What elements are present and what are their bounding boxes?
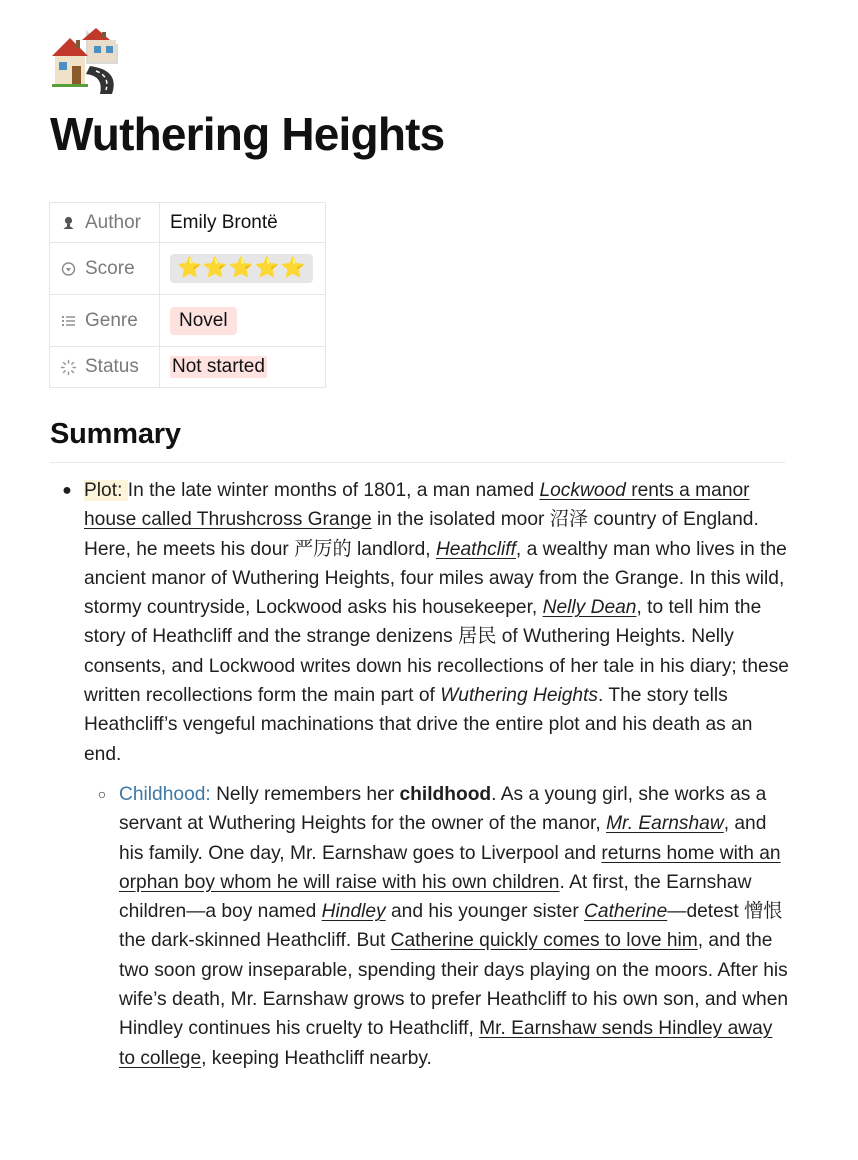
catherine-link[interactable]: Catherine <box>584 901 668 923</box>
childhood-text: , keeping Heathcliff nearby. <box>201 1047 432 1069</box>
childhood-bold: childhood <box>399 783 492 805</box>
property-row-score <box>50 243 326 295</box>
childhood-label: Childhood: <box>119 783 217 805</box>
plot-text: . The story tells Heathcliff’s vengeful machinations that drive the entire plot and his death as an end. <box>84 685 753 765</box>
page-title: Wuthering Heights <box>50 108 445 160</box>
property-label: Author <box>85 211 141 233</box>
property-row-status <box>50 347 326 388</box>
hindley-link[interactable]: Hindley <box>321 901 386 923</box>
property-label: Status <box>85 356 139 377</box>
list-icon <box>60 312 77 329</box>
nelly-dean-link[interactable]: Nelly Dean <box>542 597 637 619</box>
hollow-bullet-icon: ○ <box>97 785 107 802</box>
plot-text: In the late winter months of 1801, a man named <box>127 480 540 501</box>
plot-text: in the isolated moor 沼泽 country of England. Here, he meets his dour 严厉的 landlord, <box>84 509 759 560</box>
status-loader-icon <box>60 359 77 376</box>
property-value-author[interactable] <box>160 203 326 243</box>
property-row-author <box>50 203 326 243</box>
property-key[interactable] <box>50 295 160 347</box>
score-stars: ⭐⭐⭐⭐⭐ <box>170 254 313 283</box>
orphan-boy-link[interactable]: returns home with an orphan boy whom he will raise with his own children <box>119 842 781 893</box>
property-value-genre[interactable] <box>160 295 326 347</box>
childhood-text: , and his family. One day, Mr. Earnshaw goes to Liverpool and <box>119 813 767 864</box>
house-with-garden-icon[interactable] <box>50 26 120 94</box>
property-label: Score <box>85 257 135 279</box>
mr-earnshaw-link[interactable]: Mr. Earnshaw <box>606 813 724 835</box>
summary-heading: Summary <box>50 418 181 450</box>
heathcliff-link[interactable]: Heathcliff <box>435 538 516 560</box>
college-link[interactable]: Mr. Earnshaw sends Hindley away to college <box>119 1018 773 1069</box>
plot-text: , a wealthy man who lives in the ancient manor of Wuthering Heights, four miles away from the Grange. In this wild, stormy countryside, Lockwood asks his housekeeper, <box>84 538 787 619</box>
property-key[interactable] <box>50 347 160 388</box>
properties-table <box>49 202 326 388</box>
property-value-status[interactable] <box>160 347 326 388</box>
childhood-text: —detest 憎恨 the dark-skinned Heathcliff. But <box>119 901 783 952</box>
summary-body <box>60 476 790 1073</box>
list-item-plot <box>60 476 790 769</box>
lockwood-rent-text: rents a manor house called Thrushcross Grange <box>84 480 750 531</box>
plot-label: Plot: <box>84 480 128 501</box>
property-key[interactable] <box>50 203 160 243</box>
list-item-childhood <box>95 780 790 1073</box>
catherine-love-link[interactable]: Catherine quickly comes to love him <box>390 930 698 952</box>
score-circle-icon <box>60 260 77 277</box>
childhood-text: Nelly remembers her <box>216 783 400 805</box>
property-label: Genre <box>85 309 138 331</box>
childhood-text: . At first, the Earnshaw children—a boy named <box>119 871 752 923</box>
person-icon <box>60 214 77 231</box>
childhood-text: , and the two soon grow inseparable, spending their days playing on the moors. After his wife’s death, Mr. Earnshaw grows to prefer Heathcliff to his own son, and when Hindley continues his cruelty to Heathcliff, <box>119 930 789 1040</box>
status-tag: Not started <box>172 356 265 377</box>
divider <box>50 462 785 463</box>
bullet-icon: ● <box>62 482 72 499</box>
childhood-text: . As a young girl, she works as a servant at Wuthering Heights for the owner of the manor, <box>119 783 767 835</box>
book-title-italic: Wuthering Heights <box>440 685 599 707</box>
author-value: Emily Brontë <box>170 211 278 233</box>
property-key[interactable] <box>50 243 160 295</box>
property-value-score[interactable] <box>160 243 326 295</box>
plot-text: , to tell him the story of Heathcliff and the strange denizens 居民 of Wuthering Heights. Nelly consents, and Lockwood writes down his recollections of her tale in his diary; these written recollections form the main part of <box>84 597 789 707</box>
genre-tag: Novel <box>170 307 237 335</box>
lockwood-name: Lockwood <box>539 480 626 501</box>
property-row-genre <box>50 295 326 347</box>
childhood-text: and his younger sister <box>385 901 585 923</box>
